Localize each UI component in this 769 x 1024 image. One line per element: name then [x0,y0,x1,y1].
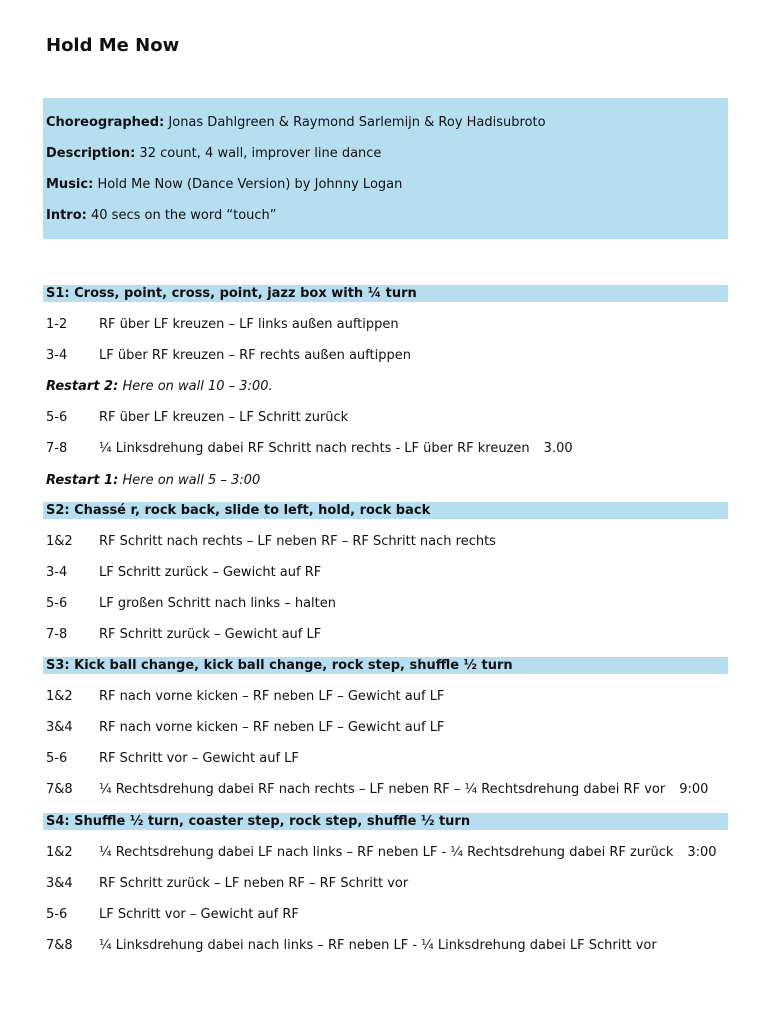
step-description [99,316,413,334]
step-description [99,440,573,458]
intro-line [46,208,277,223]
step-text: ¼ Rechtsdrehung dabei LF nach links – RF neben LF - ¼ Rechtsdrehung dabei RF zurück [99,845,674,860]
step-row [46,906,736,924]
step-row [46,347,736,365]
section-title: S2: Chassé r, rock back, slide to left, hold, rock back [46,503,431,518]
step-count: 7-8 [46,627,68,642]
restart-note [46,378,273,396]
step-row [46,750,736,768]
step-row [46,409,736,427]
step-count: 5-6 [46,410,68,425]
section-header-s4 [43,813,728,830]
step-description [99,533,510,551]
restart-text: Here on wall 5 – 3:00 [122,473,261,488]
step-row [46,781,736,799]
step-description [99,719,458,737]
section-title: S3: Kick ball change, kick ball change, rock step, shuffle ½ turn [46,658,513,673]
step-description [99,750,313,768]
step-description [99,844,717,862]
intro-value: 40 secs on the word “touch” [91,208,277,223]
step-row [46,564,736,582]
step-row [46,844,736,862]
restart-text: Here on wall 10 – 3:00. [122,379,273,394]
step-row [46,533,736,551]
description-label: Description: [46,146,136,161]
step-description [99,564,335,582]
choreographer-value: Jonas Dahlgreen & Raymond Sarlemijn & Roy Hadisubroto [168,115,546,130]
step-count: 3-4 [46,348,68,363]
restart-note [46,472,260,490]
restart-label: Restart 1: [46,473,119,488]
step-text: RF über LF kreuzen – LF links außen auftippen [99,317,399,332]
step-text: RF über LF kreuzen – LF Schritt zurück [99,410,349,425]
description-value: 32 count, 4 wall, improver line dance [139,146,382,161]
step-text: RF Schritt nach rechts – LF neben RF – RF Schritt nach rechts [99,534,496,549]
section-header-s1 [43,285,728,302]
step-count: 1&2 [46,689,73,704]
step-count: 3&4 [46,720,73,735]
music-value: Hold Me Now (Dance Version) by Johnny Logan [97,177,403,192]
step-text: RF nach vorne kicken – RF neben LF – Gewicht auf LF [99,720,445,735]
choreographer-line [46,115,546,130]
step-count: 7-8 [46,441,68,456]
step-text: ¼ Rechtsdrehung dabei RF nach rechts – LF neben RF – ¼ Rechtsdrehung dabei RF vor [99,782,666,797]
step-count: 5-6 [46,751,68,766]
music-label: Music: [46,177,94,192]
restart-label: Restart 2: [46,379,119,394]
choreographer-label: Choreographed: [46,115,165,130]
step-wall: 3.00 [543,441,573,456]
step-row [46,595,736,613]
step-row [46,688,736,706]
step-count: 1&2 [46,534,73,549]
intro-label: Intro: [46,208,87,223]
step-text: RF Schritt vor – Gewicht auf LF [99,751,299,766]
step-description [99,937,671,955]
description-line [46,146,381,161]
step-count: 3-4 [46,565,68,580]
step-wall: 3:00 [687,845,717,860]
step-count: 7&8 [46,938,73,953]
step-row [46,316,736,334]
step-row [46,937,736,955]
step-text: RF nach vorne kicken – RF neben LF – Gewicht auf LF [99,689,445,704]
info-box [43,98,728,239]
section-title: S4: Shuffle ½ turn, coaster step, rock step, shuffle ½ turn [46,814,471,829]
step-text: LF Schritt vor – Gewicht auf RF [99,907,299,922]
step-text: LF Schritt zurück – Gewicht auf RF [99,565,322,580]
step-row [46,875,736,893]
step-description [99,595,350,613]
page-title: Hold Me Now [46,35,180,56]
section-header-s3 [43,657,728,674]
step-row [46,440,736,458]
step-description [99,906,313,924]
step-text: ¼ Linksdrehung dabei nach links – RF neben LF - ¼ Linksdrehung dabei LF Schritt vor [99,938,657,953]
step-count: 5-6 [46,907,68,922]
music-line [46,177,402,192]
step-count: 5-6 [46,596,68,611]
step-description [99,688,458,706]
section-header-s2 [43,502,728,519]
step-row [46,719,736,737]
step-count: 1&2 [46,845,73,860]
step-text: LF über RF kreuzen – RF rechts außen auftippen [99,348,411,363]
step-count: 3&4 [46,876,73,891]
step-count: 7&8 [46,782,73,797]
step-description [99,875,422,893]
step-text: RF Schritt zurück – LF neben RF – RF Schritt vor [99,876,409,891]
step-text: LF großen Schritt nach links – halten [99,596,337,611]
step-description [99,626,335,644]
step-text: ¼ Linksdrehung dabei RF Schritt nach rechts - LF über RF kreuzen [99,441,530,456]
step-description [99,347,425,365]
step-wall: 9:00 [679,782,709,797]
step-text: RF Schritt zurück – Gewicht auf LF [99,627,322,642]
step-description [99,409,362,427]
section-title: S1: Cross, point, cross, point, jazz box with ¼ turn [46,286,417,301]
step-description [99,781,708,799]
step-count: 1-2 [46,317,68,332]
step-row [46,626,736,644]
